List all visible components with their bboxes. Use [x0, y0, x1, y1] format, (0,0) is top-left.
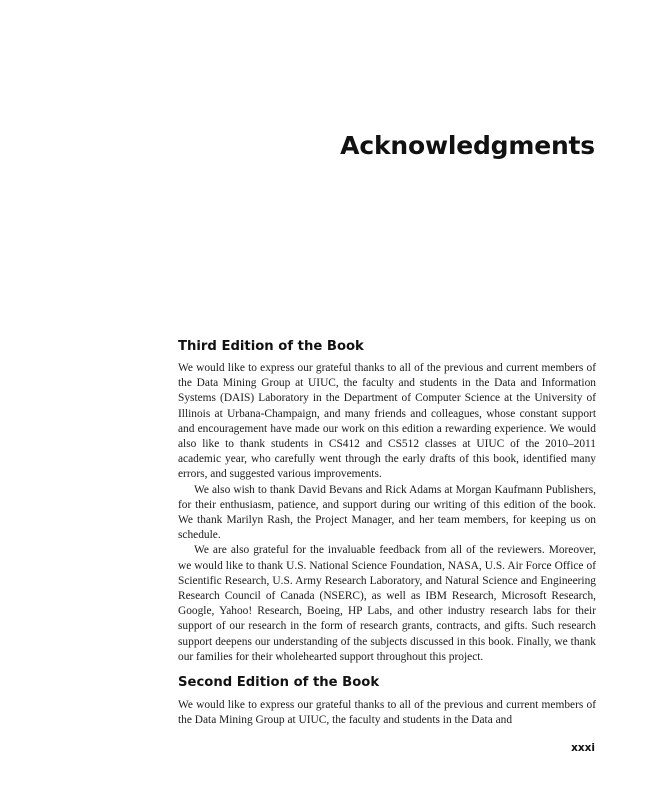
chapter-title: Acknowledgments: [340, 131, 595, 160]
section-body-second-edition: [178, 698, 596, 728]
section-heading-third-edition: Third Edition of the Book: [178, 339, 364, 354]
page-number: xxxi: [571, 742, 595, 754]
paragraph: We would like to express our grateful thanks to all of the previous and current members of the Data Mining Group at UIUC, the faculty and students in the Data and: [178, 699, 596, 727]
section-heading-second-edition: Second Edition of the Book: [178, 675, 380, 690]
paragraph: We would like to express our grateful thanks to all of the previous and current members of the Data Mining Group at UIUC, the faculty and students in the Data and Information Systems (DAIS) Laboratory in the Department of Computer Science at the University of Illinois at Urbana-Champaign, and many friends and colleagues, whose constant support and encouragement have made our work on this edition a rewarding experience. We would also like to thank students in CS412 and CS512 classes at UIUC of the 2010–2011 academic year, who carefully went through the early drafts of this book, identified many errors, and suggested various improvements.: [178, 362, 596, 481]
paragraph: We are also grateful for the invaluable feedback from all of the reviewers. Moreover, we would like to thank U.S. National Science Foundation, NASA, U.S. Air Force Office of Scientific Research, U.S. Army Research Laboratory, and Natural Science and Engineering Research Council of Canada (NSERC), as well as IBM Research, Microsoft Research, Google, Yahoo! Research, Boeing, HP Labs, and other industry research labs for their support of our research in the form of research grants, contracts, and gifts. Such research support deepens our understanding of the subjects discussed in this book. Finally, we thank our families for their wholehearted support throughout this project.: [178, 544, 596, 663]
paragraph: We also wish to thank David Bevans and Rick Adams at Morgan Kaufmann Publishers, for their enthusiasm, patience, and support during our writing of this edition of the book. We thank Marilyn Rash, the Project Manager, and her team members, for keeping us on schedule.: [178, 483, 596, 542]
section-body-third-edition: [178, 361, 596, 665]
